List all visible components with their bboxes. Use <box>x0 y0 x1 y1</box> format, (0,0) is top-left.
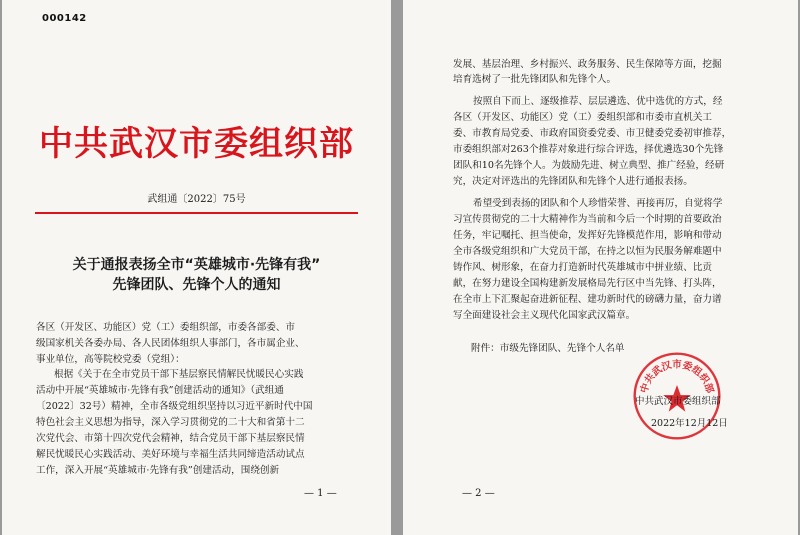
document-page-1 <box>2 0 391 535</box>
red-divider-line <box>35 212 358 214</box>
notice-title-line-1: 关于通报表扬全市“英雄城市·先锋有我” <box>72 257 321 273</box>
body-line: 在全市上下汇聚起奋进新征程、建功新时代的磅礴力量，奋力谱 <box>453 294 722 305</box>
document-number: 武组通〔2022〕75号 <box>147 194 246 205</box>
issuing-organization-title: 中共武汉市委组织部 <box>39 124 354 164</box>
body-line: 根据《关于在全市党员干部下基层察民情解民忧暖民心实践 <box>54 369 304 380</box>
body-line: 次党代会、市第十四次党代会精神，结合党员干部下基层察民情 <box>36 433 305 444</box>
body-line: 按照自下而上、逐级推荐、层层遴选、优中选优的方式，经 <box>473 96 723 107</box>
body-line: 献，在努力建设全国构建新发展格局先行区中当先锋、打头阵， <box>453 278 722 289</box>
document-page-2 <box>403 0 798 535</box>
body-line: 各区（开发区、功能区）党（工）委组织部，市委各部委、市 <box>36 322 296 333</box>
body-line: 任务，牢记嘱托、担当使命，发挥好先锋模范作用，影响和带动 <box>453 230 722 241</box>
body-line: 培育选树了一批先锋团队和先锋个人。 <box>453 74 617 85</box>
body-line: 希望受到表扬的团队和个人珍惜荣誉、再接再厉，自觉将学 <box>473 198 723 209</box>
body-line: 市委组织部对263个推荐对象进行综合评选，择优遴选30个先锋 <box>453 144 724 155</box>
signing-date: 2022年12月12日 <box>651 418 728 429</box>
signing-organization: 中共武汉市委组织部 <box>635 396 721 407</box>
body-line: 全市各级党组织和广大党员干部，在持之以恒为民服务解难题中 <box>453 246 722 257</box>
body-line: 发展、基层治理、乡村振兴、政务服务、民生保障等方面，挖掘 <box>453 59 722 70</box>
notice-title-line-2: 先锋团队、先锋个人的通知 <box>112 277 281 293</box>
body-line: 铸作风、树形象，在奋力打造新时代英雄城市中拼业绩、比贡 <box>453 262 713 273</box>
page-number: — 1 — <box>304 488 337 499</box>
body-line: 各区（开发区、功能区）党（工）委组织部和市委市直机关工 <box>453 112 713 123</box>
body-line: 事业单位，高等院校党委（党组）： <box>36 354 185 365</box>
page-number: — 2 — <box>462 488 495 499</box>
body-line: 特色社会主义思想为指导，深入学习贯彻党的二十大和省第十二 <box>36 417 305 428</box>
body-line: 解民忧暖民心实践活动、美好环境与幸福生活共同缔造活动试点 <box>36 449 305 460</box>
body-line: 习宣传贯彻党的二十大精神作为当前和今后一个时期的首要政治 <box>453 214 722 225</box>
attachment-note: 附件：市级先锋团队、先锋个人名单 <box>471 343 625 354</box>
body-line: 究，决定对评选出的先锋团队和先锋个人进行通报表扬。 <box>453 176 693 187</box>
body-line: 写全面建设社会主义现代化国家武汉篇章。 <box>453 310 636 321</box>
body-line: 团队和10名先锋个人。为鼓励先进、树立典型、推广经验，经研 <box>453 160 725 171</box>
body-line: 委、市教育局党委、市政府国资委党委、市卫健委党委初审推荐， <box>453 128 732 139</box>
body-line: 活动中开展“英雄城市·先锋有我”创建活动的通知》（武组通 <box>36 385 284 396</box>
serial-number: 000142 <box>42 13 87 24</box>
seal-text: 中共武汉市委组织部 <box>638 359 716 395</box>
body-line: 〔2022〕32号）精神，全市各级党组织坚持以习近平新时代中国 <box>36 401 313 412</box>
body-line: 工作，深入开展“英雄城市·先锋有我”创建活动，围绕创新 <box>36 465 280 476</box>
body-line: 级国家机关各委办局、各人民团体组织人事部门，各市属企业、 <box>36 338 305 349</box>
